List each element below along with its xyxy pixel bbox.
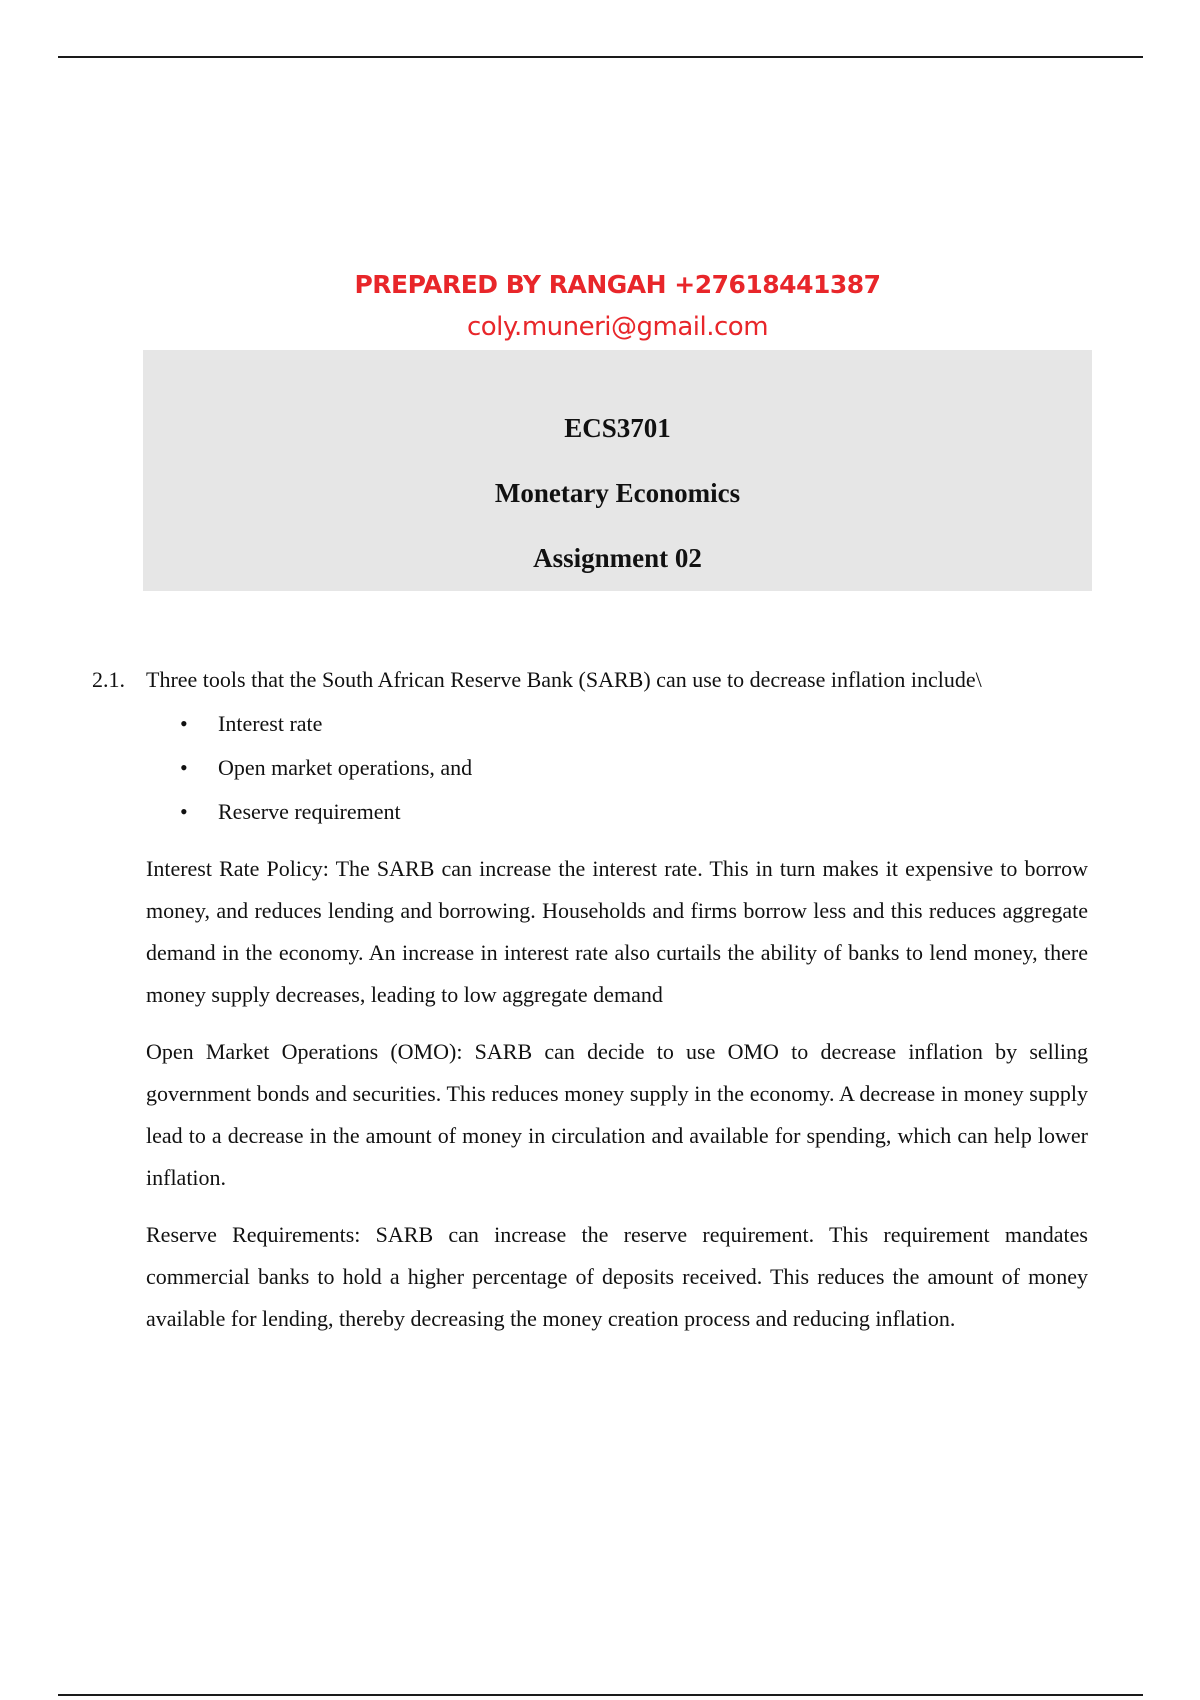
- footer-rule: [58, 1694, 1143, 1696]
- question-number: 2.1.: [92, 667, 125, 692]
- prepared-by-watermark: [0, 264, 1200, 348]
- list-item: [180, 707, 472, 751]
- list-item: [180, 795, 472, 839]
- list-item-label: Reserve requirement: [218, 799, 401, 824]
- omo-paragraph: Open Market Operations (OMO): SARB can decide to use OMO to decrease inflation by selling government bonds and securities. This reduces money supply in the economy. A decrease in money supply lead to a decrease in the amount of money in circulation and available for spending, which can help lower inflation.: [146, 1039, 1088, 1190]
- list-item-label: Interest rate: [218, 711, 323, 736]
- contact-email: coly.muneri@gmail.com: [466, 312, 769, 342]
- bullet-icon: •: [180, 755, 188, 780]
- list-item: [180, 751, 472, 795]
- course-code: ECS3701: [564, 413, 671, 443]
- reserve-requirements-paragraph: Reserve Requirements: SARB can increase the reserve requirement. This requirement mandates commercial banks to hold a higher percentage of deposits received. This reduces the amount of money available for lending, thereby decreasing the money creation process and reducing inflation.: [146, 1222, 1088, 1331]
- interest-rate-paragraph: Interest Rate Policy: The SARB can increase the interest rate. This in turn makes it expensive to borrow money, and reduces lending and borrowing. Households and firms borrow less and this reduces aggregate demand in the economy. An increase in interest rate also curtails the ability of banks to lend money, there money supply decreases, leading to low aggregate demand: [146, 856, 1088, 1007]
- course-name: Monetary Economics: [494, 478, 741, 508]
- title-block: [143, 350, 1092, 591]
- assignment-title: Assignment 02: [533, 543, 702, 573]
- bullet-icon: •: [180, 799, 188, 824]
- list-item-label: Open market operations, and: [218, 755, 473, 780]
- question-intro: Three tools that the South African Reserve Bank (SARB) can use to decrease inflation include\: [146, 667, 982, 692]
- question-heading: [92, 667, 982, 693]
- bullet-icon: •: [180, 711, 188, 736]
- prepared-by-text: PREPARED BY RANGAH +27618441387: [354, 270, 881, 299]
- tools-list: [180, 707, 472, 839]
- header-rule: [58, 56, 1143, 58]
